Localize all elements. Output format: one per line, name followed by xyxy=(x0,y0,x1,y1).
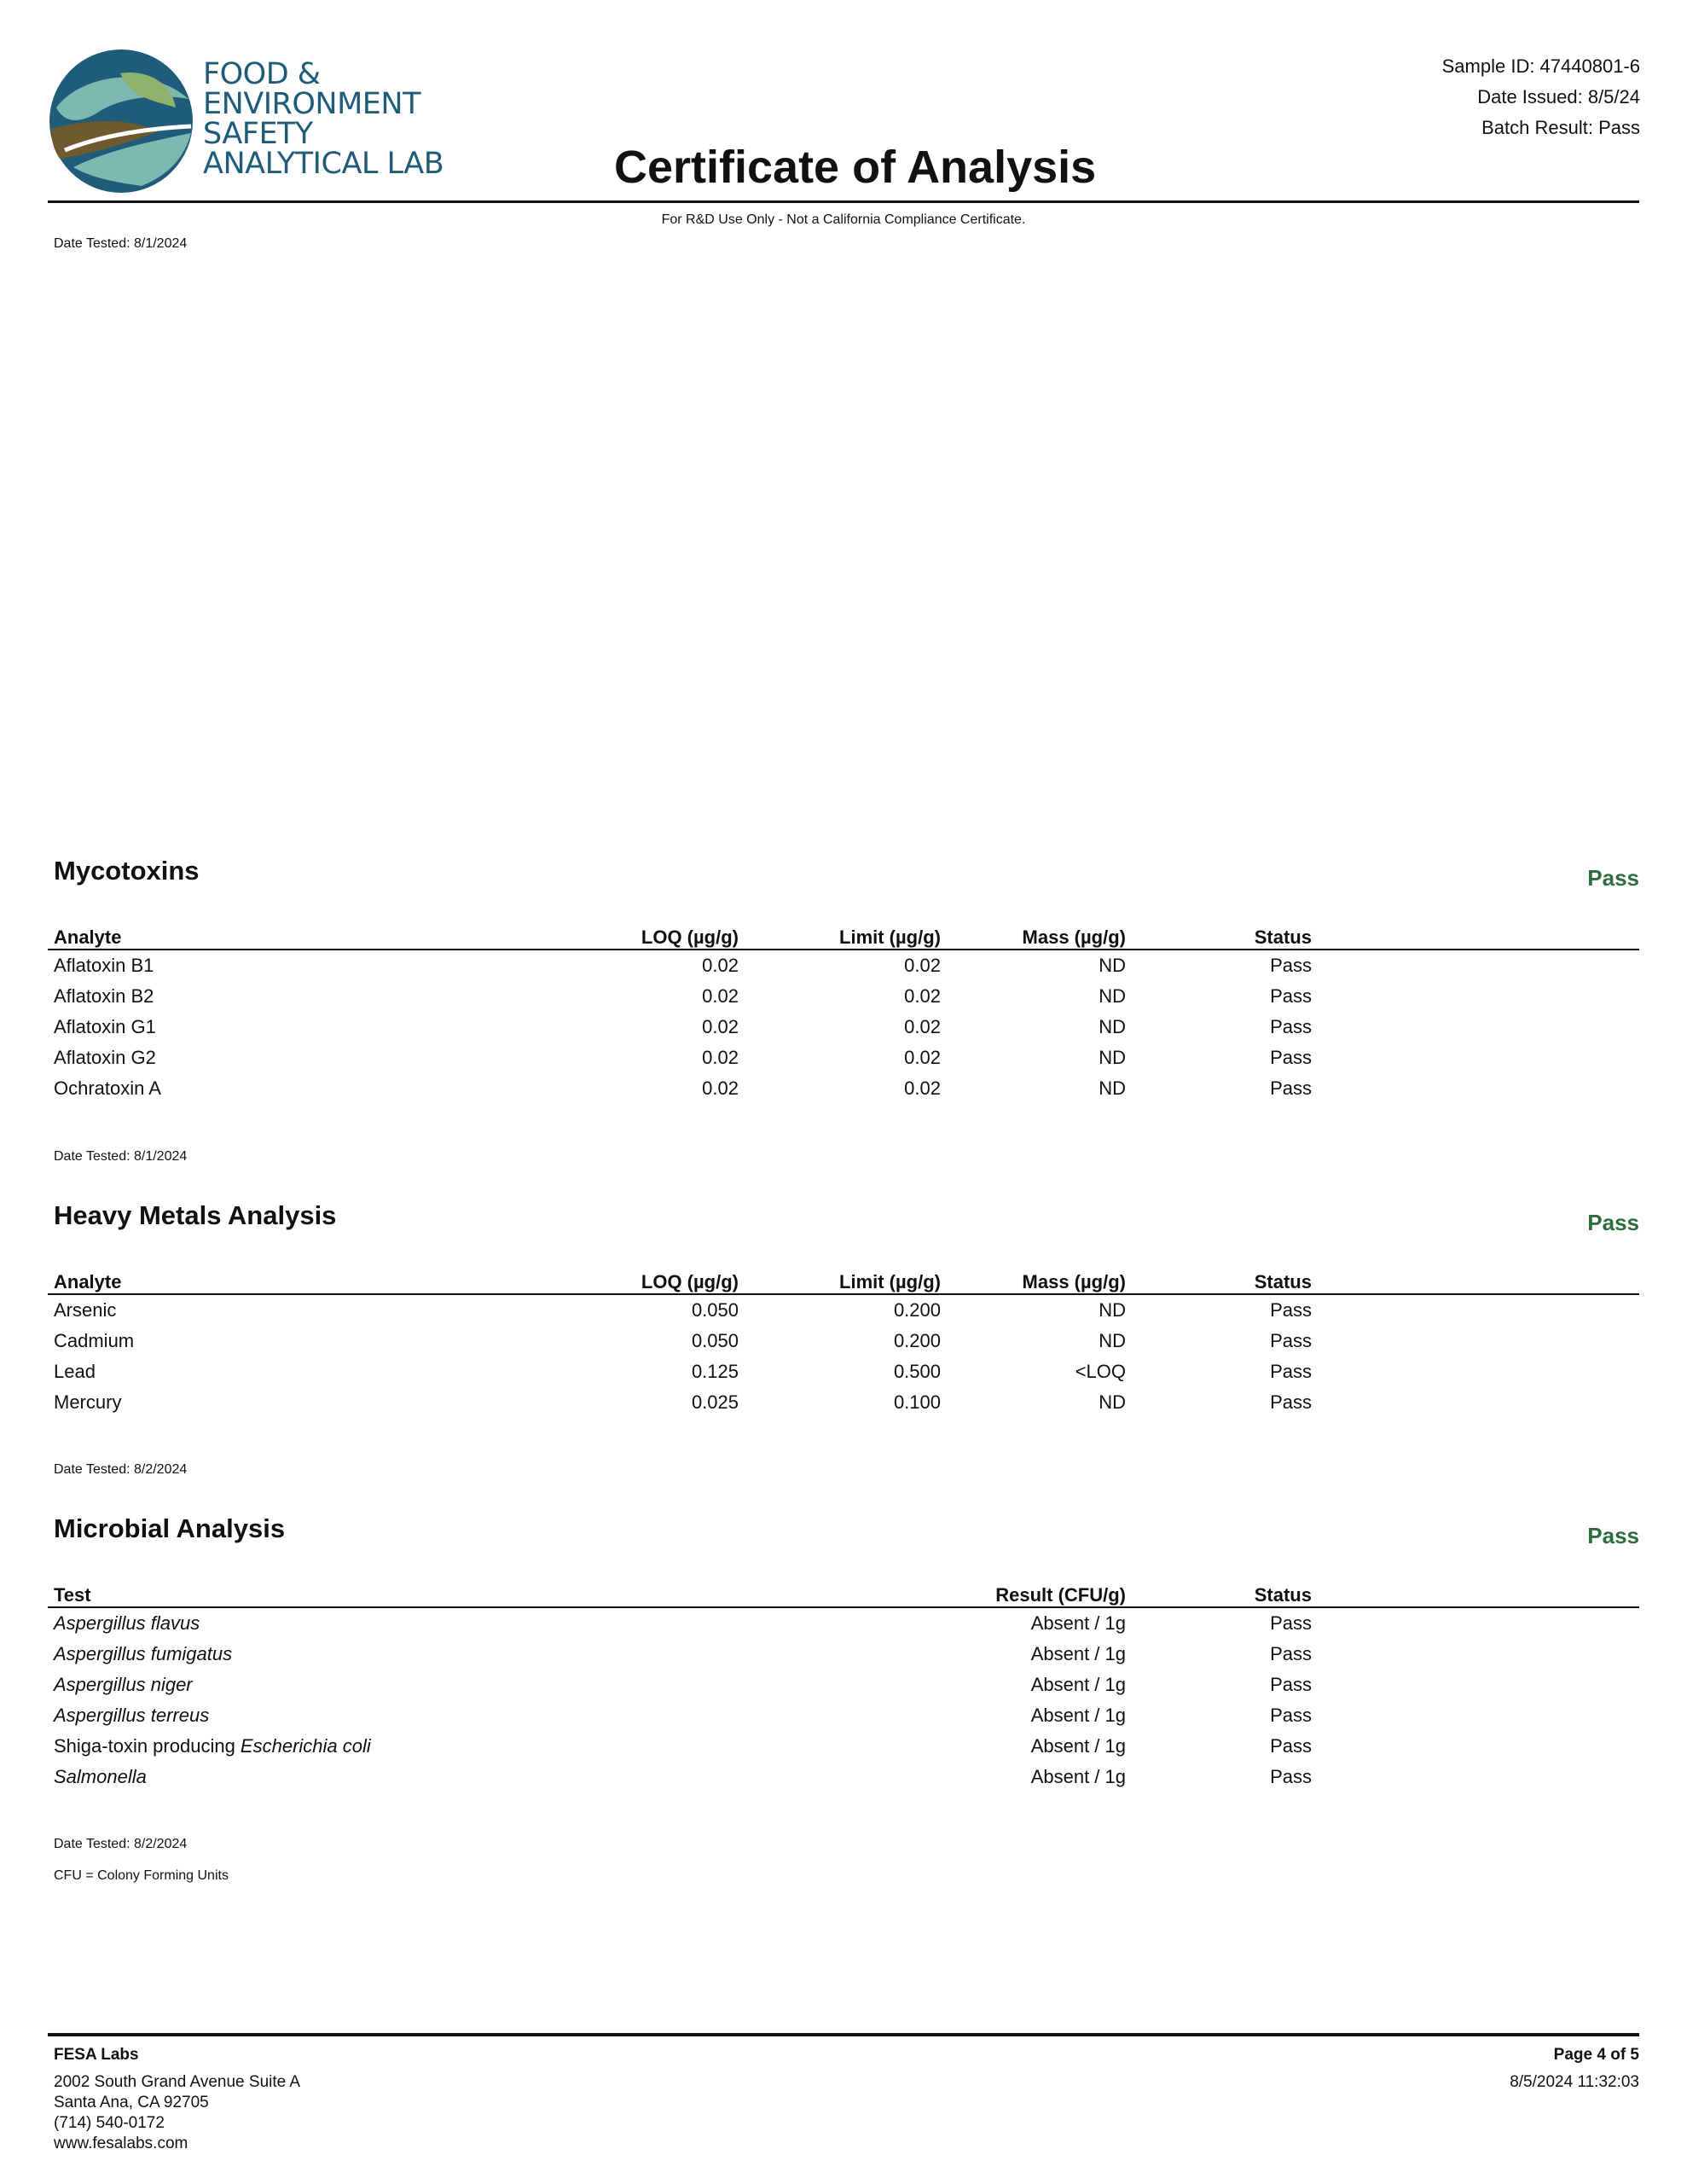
heavy-metals-table xyxy=(48,1267,1639,1418)
date-tested: Date Tested: 8/1/2024 xyxy=(54,236,188,251)
date-tested: Date Tested: 8/1/2024 xyxy=(54,1149,188,1164)
section-result: Pass xyxy=(1587,865,1639,891)
organism-name: Escherichia coli xyxy=(240,1735,371,1757)
column-header: Limit (µg/g) xyxy=(739,1267,941,1294)
date-tested: Date Tested: 8/2/2024 xyxy=(54,1462,188,1477)
mycotoxins-table xyxy=(48,922,1639,1104)
table-row: Arsenic 0.050 0.200 ND Pass xyxy=(54,1299,1312,1321)
section-title: Mycotoxins xyxy=(54,856,200,886)
cfu-note: CFU = Colony Forming Units xyxy=(54,1868,229,1883)
column-header: LOQ (µg/g) xyxy=(218,1267,739,1294)
table-row: Aflatoxin G1 0.02 0.02 ND Pass xyxy=(54,1016,1312,1037)
organism-name: Aspergillus terreus xyxy=(54,1705,210,1726)
address-line: 2002 South Grand Avenue Suite A xyxy=(54,2073,301,2091)
table-row: Aspergillus flavus Absent / 1g Pass xyxy=(54,1612,1312,1634)
column-header: Status xyxy=(1126,1580,1312,1607)
organism-name: Aspergillus niger xyxy=(54,1674,193,1695)
column-header: Result (CFU/g) xyxy=(941,1580,1126,1607)
print-timestamp: 8/5/2024 11:32:03 xyxy=(1510,2073,1639,2091)
column-header: Mass (µg/g) xyxy=(941,922,1126,950)
company-name: FESA Labs xyxy=(54,2046,139,2064)
date-issued: Date Issued: 8/5/24 xyxy=(1477,86,1640,107)
footer-divider xyxy=(48,2033,1639,2036)
lab-logo-text: FOOD & ENVIRONMENT SAFETY ANALYTICAL LAB xyxy=(203,57,444,181)
table-row: Lead 0.125 0.500 <LOQ Pass xyxy=(54,1361,1312,1382)
column-header: Status xyxy=(1126,1267,1312,1294)
section-title: Heavy Metals Analysis xyxy=(54,1200,337,1230)
column-header: Test xyxy=(48,1580,941,1607)
microbial-table xyxy=(48,1580,1639,1792)
column-header: Analyte xyxy=(48,1267,218,1294)
section-result: Pass xyxy=(1587,1210,1639,1235)
section-title: Microbial Analysis xyxy=(54,1513,286,1543)
table-row: Cadmium 0.050 0.200 ND Pass xyxy=(54,1330,1312,1351)
sample-id: Sample ID: 47440801-6 xyxy=(1441,55,1640,77)
page-title: Certificate of Analysis xyxy=(614,142,1097,193)
section-result: Pass xyxy=(1587,1523,1639,1548)
website-link[interactable]: www.fesalabs.com xyxy=(54,2135,188,2152)
footer-address xyxy=(54,2045,300,2154)
header-divider xyxy=(48,200,1639,203)
table-row: Shiga-toxin producing Escherichia coli Absent / 1g Pass xyxy=(54,1735,1312,1757)
batch-result: Batch Result: Pass xyxy=(1481,117,1640,138)
table-row: Ochratoxin A 0.02 0.02 ND Pass xyxy=(54,1077,1312,1099)
sample-meta xyxy=(1442,51,1640,143)
table-row: Aflatoxin B1 0.02 0.02 ND Pass xyxy=(54,955,1312,976)
column-header: Mass (µg/g) xyxy=(941,1267,1126,1294)
organism-name: Salmonella xyxy=(54,1766,147,1787)
table-row: Mercury 0.025 0.100 ND Pass xyxy=(54,1391,1312,1413)
table-row: Aspergillus fumigatus Absent / 1g Pass xyxy=(54,1643,1312,1664)
table-row: Aspergillus niger Absent / 1g Pass xyxy=(54,1674,1312,1695)
table-row: Aflatoxin G2 0.02 0.02 ND Pass xyxy=(54,1047,1312,1068)
date-tested: Date Tested: 8/2/2024 xyxy=(54,1837,188,1851)
phone-number: (714) 540-0172 xyxy=(54,2114,165,2132)
lab-logo-icon xyxy=(48,48,194,195)
table-row: Aflatoxin B2 0.02 0.02 ND Pass xyxy=(54,985,1312,1007)
column-header: LOQ (µg/g) xyxy=(218,922,739,950)
column-header: Status xyxy=(1126,922,1312,950)
disclaimer: For R&D Use Only - Not a California Compliance Certificate. xyxy=(661,212,1026,227)
footer-page-info xyxy=(1510,2045,1639,2093)
organism-name: Aspergillus flavus xyxy=(54,1612,200,1634)
column-header: Analyte xyxy=(48,922,218,950)
page-number: Page 4 of 5 xyxy=(1553,2046,1639,2064)
table-row: Salmonella Absent / 1g Pass xyxy=(54,1766,1312,1787)
lab-logo xyxy=(48,48,457,195)
organism-name: Aspergillus fumigatus xyxy=(54,1643,233,1664)
table-row: Aspergillus terreus Absent / 1g Pass xyxy=(54,1705,1312,1726)
column-header: Limit (µg/g) xyxy=(739,922,941,950)
address-line: Santa Ana, CA 92705 xyxy=(54,2094,209,2111)
